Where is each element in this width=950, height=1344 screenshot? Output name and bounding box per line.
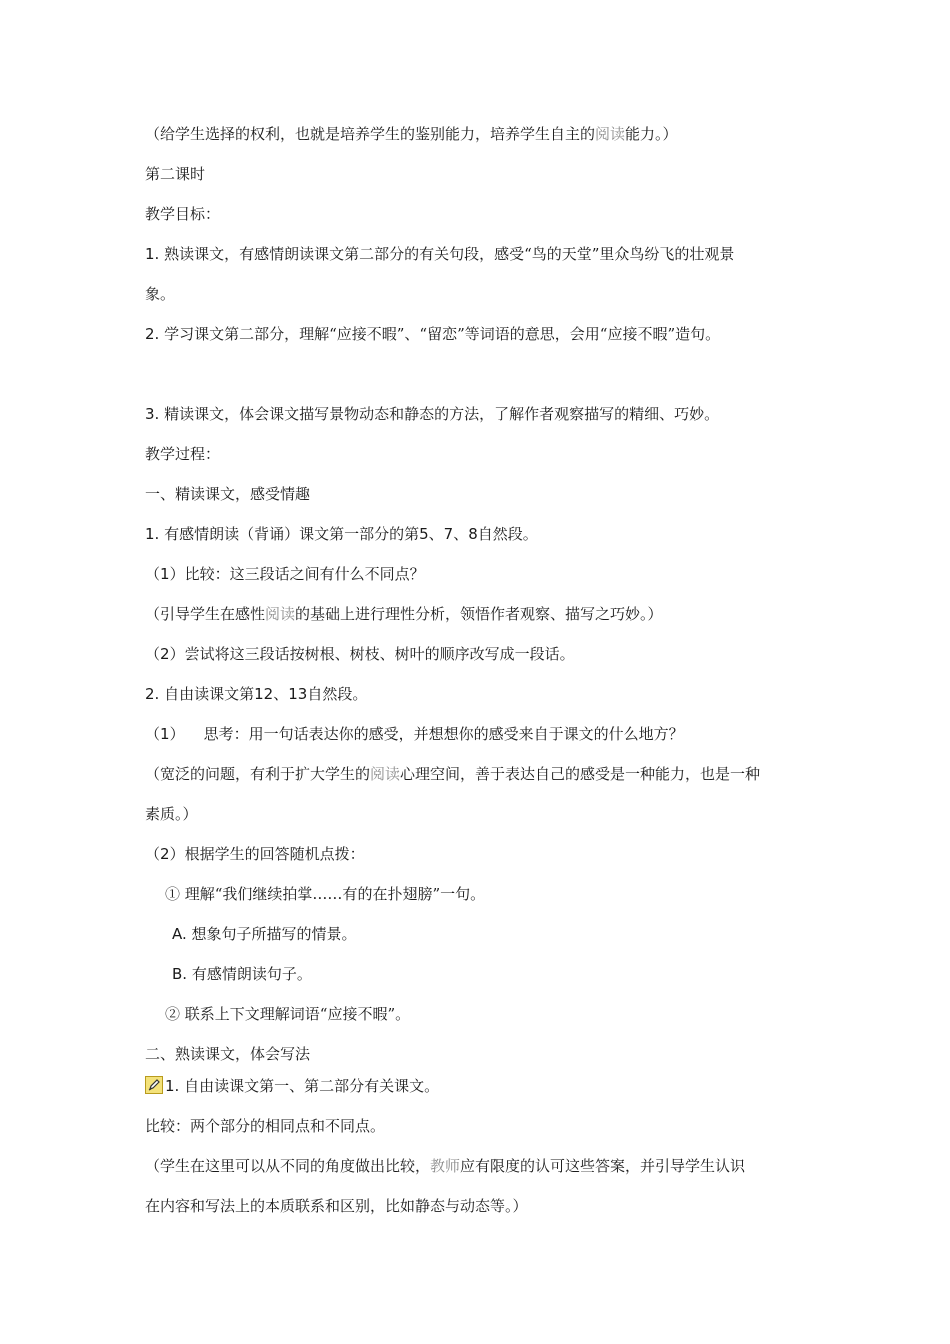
step-1-sub-1 xyxy=(145,564,890,584)
text: 自由读课文第 xyxy=(164,685,255,703)
note-paragraph-4 xyxy=(145,1156,890,1176)
number: 7 xyxy=(443,525,454,543)
text: （学生在这里可以从不同的角度做出比较， xyxy=(145,1157,431,1175)
text: 自然段。 xyxy=(307,685,368,703)
teacher-link[interactable]: 教师 xyxy=(430,1157,461,1175)
note-paragraph-4-continued: 在内容和写法上的本质联系和区别，比如静态与动态等。） xyxy=(145,1197,528,1215)
lesson-heading: 第二课时 xyxy=(145,165,206,183)
text: 心理空间，善于表达自己的感受是一种能力，也是一种 xyxy=(400,765,761,783)
note-paragraph-3 xyxy=(145,764,890,784)
item-text: 熟读课文，有感情朗读课文第二部分的有关句段，感受“鸟的天堂”里众鸟纷飞的壮观景 xyxy=(164,245,735,263)
item-number: 2. xyxy=(145,325,160,343)
number: 1 xyxy=(160,565,170,583)
number: 2 xyxy=(160,645,170,663)
separator: 、 xyxy=(428,525,444,543)
step-1-sub-2 xyxy=(145,644,890,664)
item-number: 1. xyxy=(145,245,160,263)
edit-icon[interactable] xyxy=(145,1076,163,1094)
objectives-heading: 教学目标： xyxy=(145,205,221,223)
step-2-sub-2 xyxy=(145,844,890,864)
text: （ xyxy=(145,645,161,663)
text: （宽泛的问题，有利于扩大学生的 xyxy=(145,765,371,783)
note-paragraph-1 xyxy=(145,124,890,144)
circled-item-1: ① 理解“我们继续拍掌……有的在扑翅膀”一句。 xyxy=(165,885,486,903)
item-letter: B. xyxy=(172,965,188,983)
text: 的基础上进行理性分析，领悟作者观察、描写之巧妙。） xyxy=(295,605,663,623)
item-letter: A. xyxy=(172,925,187,943)
text: （ xyxy=(145,845,161,863)
process-heading: 教学过程： xyxy=(145,445,221,463)
text: （给学生选择的权利，也就是培养学生的鉴别能力，培养学生自主的 xyxy=(145,125,596,143)
objective-2 xyxy=(145,324,890,344)
text: ） 思考：用一句话表达你的感受，并想想你的感受来自于课文的什么地方？ xyxy=(169,725,684,743)
text: （ xyxy=(145,565,161,583)
number: 2 xyxy=(160,845,170,863)
text: （引导学生在感性 xyxy=(145,605,266,623)
item-text: 想象句子所描写的情景。 xyxy=(191,925,357,943)
text: ）比较：这三段话之间有什么不同点？ xyxy=(169,565,425,583)
note-paragraph-2 xyxy=(145,604,890,624)
item-text: 自由读课文第一、第二部分有关课文。 xyxy=(184,1077,440,1095)
step-1 xyxy=(145,524,890,544)
section-1-heading: 一、精读课文，感受情趣 xyxy=(145,485,311,503)
separator: 、 xyxy=(273,685,289,703)
reading-link[interactable]: 阅读 xyxy=(265,605,296,623)
text: 能力。） xyxy=(625,125,678,143)
text: 有感情朗读（背诵）课文第一部分的第 xyxy=(164,525,420,543)
sub-item-b xyxy=(172,964,890,984)
text: 自然段。 xyxy=(477,525,538,543)
objective-3 xyxy=(145,404,890,424)
number: 8 xyxy=(468,525,478,543)
text: ）尝试将这三段话按树根、树枝、树叶的顺序改写成一段话。 xyxy=(169,645,575,663)
number: 13 xyxy=(288,685,308,703)
objective-1-continued: 象。 xyxy=(145,285,176,303)
comparison-line: 比较：两个部分的相同点和不同点。 xyxy=(145,1117,386,1135)
text: （ xyxy=(145,725,161,743)
item-number: 1. xyxy=(165,1077,180,1095)
number: 5 xyxy=(419,525,429,543)
step-2-sub-1 xyxy=(145,724,890,744)
step-2 xyxy=(145,684,890,704)
separator: 、 xyxy=(453,525,469,543)
objective-1 xyxy=(145,244,890,264)
item-number: 1. xyxy=(145,525,160,543)
note-paragraph-3-continued: 素质。） xyxy=(145,805,198,823)
reading-link[interactable]: 阅读 xyxy=(595,125,626,143)
item-text: 有感情朗读句子。 xyxy=(191,965,312,983)
number: 12 xyxy=(254,685,274,703)
text: 应有限度的认可这些答案，并引导学生认识 xyxy=(460,1157,746,1175)
sub-item-a xyxy=(172,924,890,944)
number: 1 xyxy=(160,725,170,743)
section-2-heading: 二、熟读课文，体会写法 xyxy=(145,1045,311,1063)
text: ）根据学生的回答随机点拨： xyxy=(169,845,365,863)
item-number: 2. xyxy=(145,685,160,703)
item-text: 学习课文第二部分，理解“应接不暇”、“留恋”等词语的意思，会用“应接不暇”造句。 xyxy=(164,325,721,343)
circled-item-2: ② 联系上下文理解词语“应接不暇”。 xyxy=(165,1005,411,1023)
item-number: 3. xyxy=(145,405,160,423)
section-2-step-1 xyxy=(145,1076,890,1096)
reading-link[interactable]: 阅读 xyxy=(370,765,401,783)
item-text: 精读课文，体会课文描写景物动态和静态的方法，了解作者观察描写的精细、巧妙。 xyxy=(164,405,720,423)
